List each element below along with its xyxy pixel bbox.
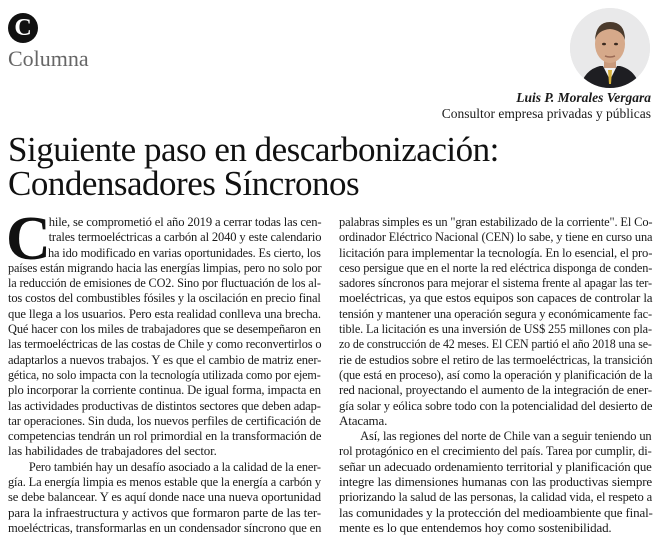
text-line: ordinador Eléctrico Nacional (CEN) lo sabe, y tiene en curso una [339,229,653,245]
author-portrait-icon [570,8,650,88]
text-line: integre las dimensiones humanas con las productivas siempre [339,474,652,490]
text-line: sadores síncronos para mejorar el sistema frente al apagar las ter- [339,275,652,291]
section-label: Columna [8,46,89,71]
text-line: Qué hacer con los miles de trabajadores que se desempeñaron en [8,321,321,337]
text-line: gía. La energía limpia es menos estable que la energía a carbón y [8,474,321,490]
text-line: rol protagónico en el crecimiento del país. Tarea por cumplir, di- [339,443,652,459]
text-line: palabras simples es un "gran estabilizado de la corriente". El Co- [339,214,653,229]
article-headline [8,130,499,203]
text-line: ha ido modificado en varias oportunidades. Es cierto, los [47,244,321,260]
text-line: Pero también hay un desafío asociado a la calidad de la ener- [28,458,321,474]
author-name: Luis P. Morales Vergara [516,90,651,105]
text-line: tar operaciones. Sin duda, los nuevos perfiles de certificación de [8,412,321,428]
text-line: competencias tendrán un rol primordial en la transformación de [8,428,322,444]
text-line: trales termoeléctricas a carbón al 2040 y este calendario [48,229,322,245]
text-line: se debe balancear. Y es aquí donde nace una nueva oportunidad [8,489,321,505]
text-line: rie de estudios sobre el retiro de las termoeléctricas, la transición [339,351,653,367]
drop-cap: C [6,205,51,273]
text-line: países están migrando hacia las energías limpias, pero no solo por [8,259,322,275]
text-line: adaptarlos a nuevos trabajos. Y es que el cambio de matriz ener- [8,351,322,367]
text-line: priorizando la salud de las personas, la calidad vida, el respeto a [339,489,653,505]
text-line: gética, no solo impacta con la tecnología utilizada como por ejem- [8,366,321,382]
text-line: hile, se comprometió el año 2019 a cerrar todas las cen- [48,214,322,229]
text-line: Así, las regiones del norte de Chile van a seguir teniendo un [360,428,652,444]
text-line: Atacama. [339,412,388,428]
text-line: tos costos del combustibles fósiles y la oscilación en precio final [8,290,321,306]
text-line: las termoeléctricas de las costas de Chile y como reconvertirlos o [8,336,322,352]
article-column-right [339,214,652,535]
column-logo-badge: C [8,13,38,43]
text-line: gía solar y eólica sobre todo con la potencialidad del desierto de [339,397,653,413]
text-line: tensión y mantener una operación segura y económicamente fac- [339,305,652,321]
text-line: mente es lo que entendemos hoy como sostenibilidad. [339,519,612,535]
text-line: las actividades productivas de distintos sectores que deben adap- [8,397,321,413]
text-line: la reducción de emisiones de CO2. Sino por fluctuación de los al- [8,275,321,291]
text-line: las comunidades y la protección del medioambiente que final- [339,504,653,520]
text-line: señar un adecuado ordenamiento territorial y planificación que [339,458,652,474]
text-line: licitación para implementar la tecnología. En lo esencial, el pro- [339,244,653,260]
text-line: que llega a los usuarios. Pero esta realidad conlleva una brecha. [8,305,321,321]
text-line: ceso persigue que en el norte la red eléctrica disponga de conden- [339,259,653,275]
headline-line-1: Siguiente paso en descarbonización: [8,130,499,169]
headline-line-2: Condensadores Síncronos [8,164,360,203]
text-line: moeléctricas, transformarlas en un condensador síncrono que en [8,519,322,535]
text-line: plo incorporar la corriente continua. De igual forma, impacta en [8,382,321,398]
text-line: red nacional, proyectando el aumento de la integración de ener- [339,382,652,398]
text-line: tible. La licitación es una inversión de US$ 255 millones con pla- [339,321,652,337]
text-line: zo de construcción de 42 meses. El CEN partió el año 2018 una se- [339,336,652,352]
text-line: las habilidades de trabajadores del sector. [8,443,217,459]
author-role: Consultor empresa privadas y públicas [441,106,651,121]
article-column-left [6,205,322,535]
author-photo [570,8,650,88]
text-line: moeléctricas, ya que estos equipos son capaces de controlar la [339,290,653,306]
text-line: (que está en proceso), así como la operación y planificación de la [339,366,653,382]
text-line: para la infraestructura y activos que formaron parte de las ter- [8,504,321,520]
